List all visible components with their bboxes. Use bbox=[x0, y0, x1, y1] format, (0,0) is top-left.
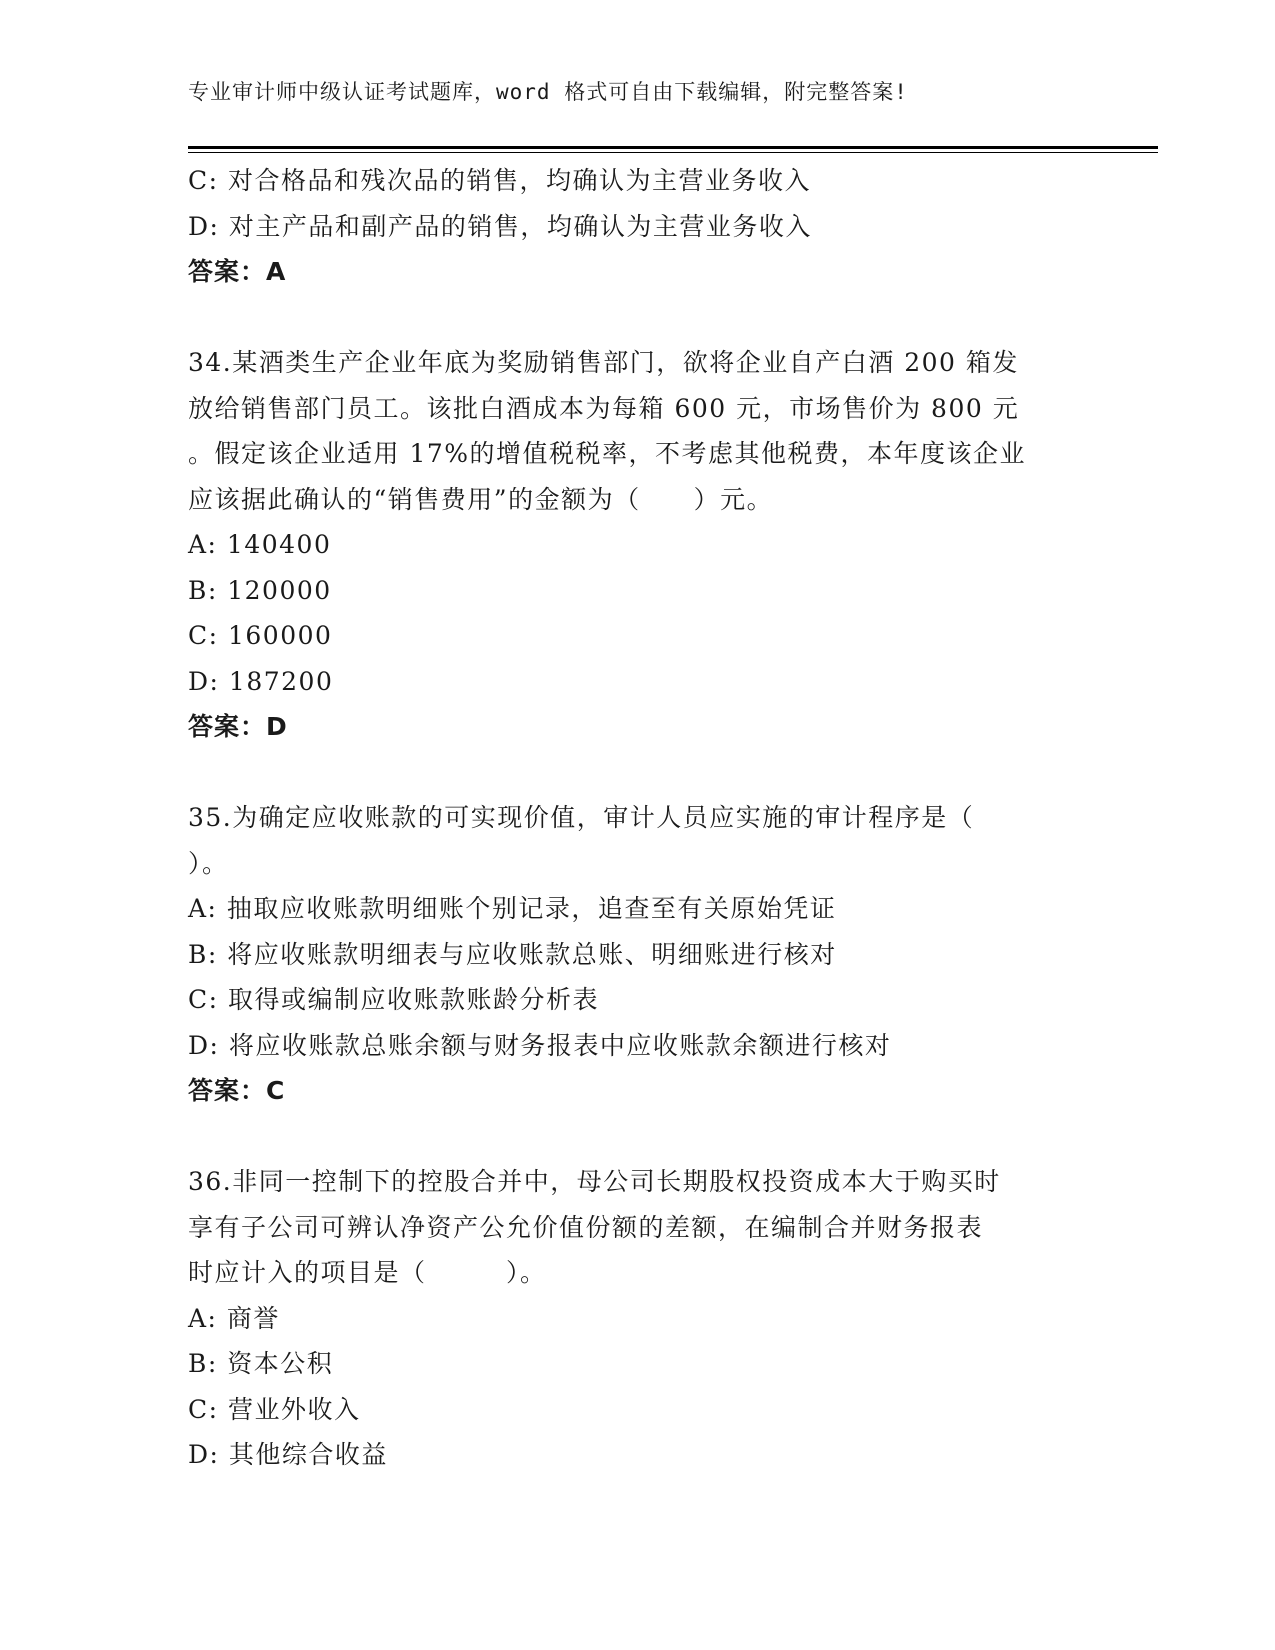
q35-option-c: C: 取得或编制应收账款账龄分析表 bbox=[188, 985, 599, 1014]
q34-stem-line: 。假定该企业适用 17%的增值税税率，不考虑其他税费，本年度该企业 bbox=[188, 439, 1027, 468]
q36-option-d: D: 其他综合收益 bbox=[188, 1440, 388, 1469]
q36-stem-line: 时应计入的项目是（ ）。 bbox=[188, 1258, 547, 1287]
q33-answer: 答案：A bbox=[188, 257, 287, 286]
q35-stem-line: ）。 bbox=[188, 848, 229, 878]
q36-option-a: A: 商誉 bbox=[188, 1303, 280, 1333]
q35-option-d: D: 将应收账款总账余额与财务报表中应收账款余额进行核对 bbox=[188, 1030, 892, 1060]
question-content bbox=[188, 158, 1088, 1478]
q33-option-d: D: 对主产品和副产品的销售，均确认为主营业务收入 bbox=[188, 211, 812, 241]
q36-stem-line: 36.非同一控制下的控股合并中，母公司长期股权投资成本大于购买时 bbox=[188, 1167, 1001, 1196]
q34-answer: 答案：D bbox=[188, 712, 288, 741]
q34-option-b: B: 120000 bbox=[188, 575, 332, 605]
q35-option-b: B: 将应收账款明细表与应收账款总账、明细账进行核对 bbox=[188, 939, 837, 969]
q33-option-c: C: 对合格品和残次品的销售，均确认为主营业务收入 bbox=[188, 166, 812, 195]
q34-stem-line: 应该据此确认的“销售费用”的金额为（ ）元。 bbox=[188, 484, 774, 514]
q36-option-c: C: 营业外收入 bbox=[188, 1394, 361, 1424]
header-rule-thick bbox=[188, 146, 1158, 149]
q34-option-d: D: 187200 bbox=[188, 666, 334, 696]
q34-stem-line: 34.某酒类生产企业年底为奖励销售部门，欲将企业自产白酒 200 箱发 bbox=[188, 348, 1019, 377]
q34-stem-line: 放给销售部门员工。该批白酒成本为每箱 600 元，市场售价为 800 元 bbox=[188, 393, 1020, 423]
spacer bbox=[188, 1114, 1088, 1160]
q35-answer: 答案：C bbox=[188, 1076, 286, 1105]
spacer bbox=[188, 295, 1088, 341]
q34-option-a: A: 140400 bbox=[188, 530, 332, 559]
q35-stem-line: 35.为确定应收账款的可实现价值，审计人员应实施的审计程序是（ bbox=[188, 803, 975, 832]
spacer bbox=[188, 750, 1088, 796]
page-header: 专业审计师中级认证考试题库，word 格式可自由下载编辑，附完整答案! bbox=[188, 80, 908, 104]
q34-option-c: C: 160000 bbox=[188, 621, 333, 650]
header-rule-thin bbox=[188, 152, 1158, 153]
q36-stem-line: 享有子公司可辨认净资产公允价值份额的差额，在编制合并财务报表 bbox=[188, 1212, 984, 1242]
q35-option-a: A: 抽取应收账款明细账个别记录，追查至有关原始凭证 bbox=[188, 894, 837, 923]
q36-option-b: B: 资本公积 bbox=[188, 1349, 334, 1378]
